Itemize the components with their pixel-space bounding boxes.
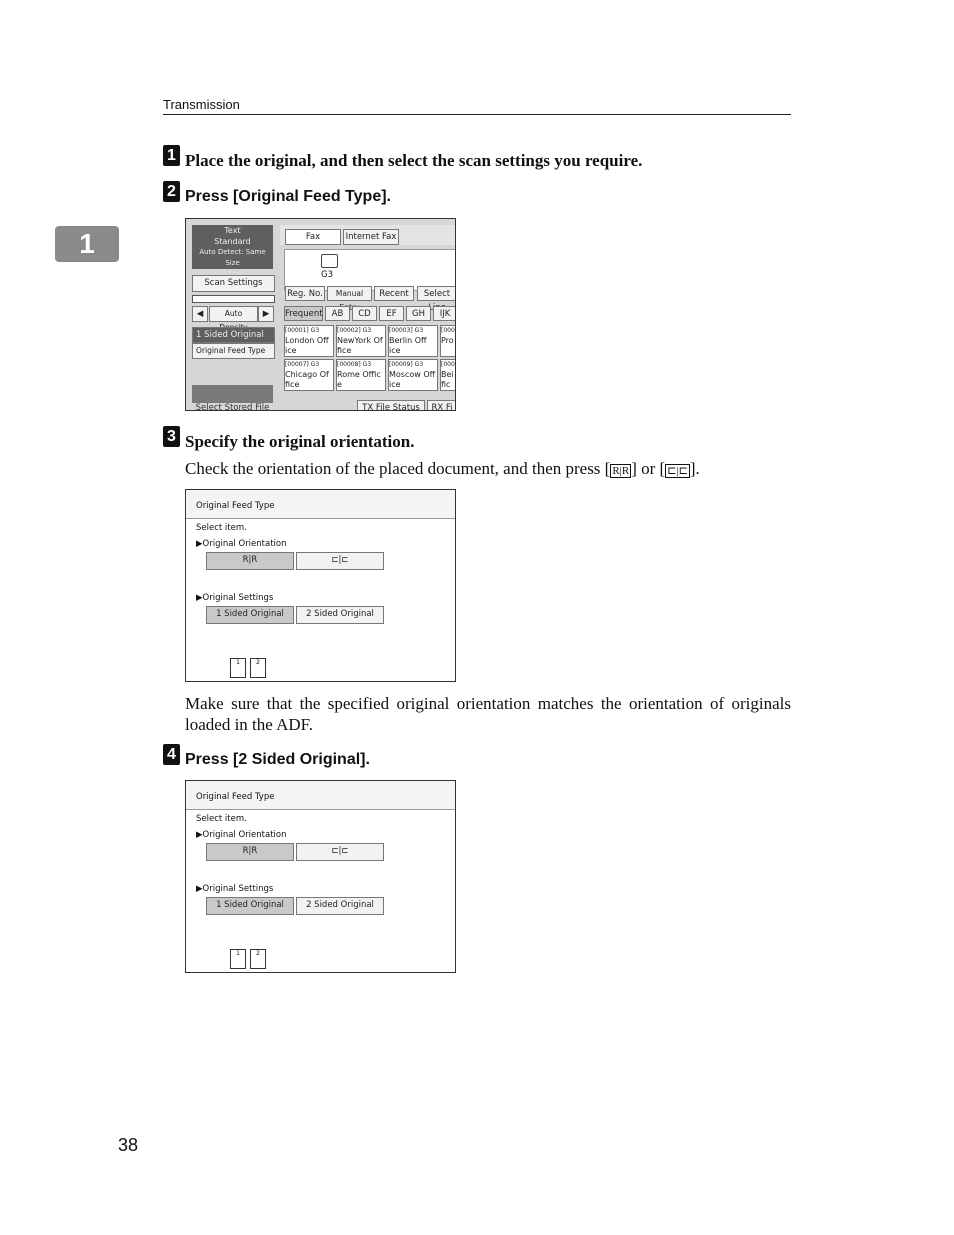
destination-key[interactable] — [388, 359, 438, 391]
original-feed-type-button[interactable]: Original Feed Type — [192, 343, 275, 359]
landscape-orientation-button[interactable] — [296, 552, 384, 570]
destination-name: Bei — [441, 370, 454, 379]
summary-size: Auto Detect: Same Size — [199, 248, 266, 267]
destination-key[interactable] — [388, 325, 438, 357]
destination-name: fice — [285, 380, 300, 389]
destination-code: [00001] G3 — [285, 327, 320, 334]
destination-name: Berlin Off — [389, 336, 427, 345]
destination-code: [00002] G3 — [337, 327, 372, 334]
portrait-orientation-button[interactable] — [206, 552, 294, 570]
portrait-orientation-icon: R|R — [242, 555, 258, 565]
screen-title: Original Feed Type — [196, 792, 275, 802]
index-tab-cd[interactable]: CD — [352, 306, 377, 321]
destination-code: [00008] G3 — [337, 361, 372, 368]
orientation-label: ▶Original Orientation — [196, 539, 287, 549]
settings-label: ▶Original Settings — [196, 593, 274, 603]
index-tab-ef[interactable]: EF — [379, 306, 404, 321]
page-preview-icon: 2 — [250, 658, 266, 678]
destination-code: [00003] G3 — [389, 327, 424, 334]
two-sided-original-button[interactable]: 2 Sided Original — [296, 606, 384, 624]
destination-name: Pro — [441, 336, 454, 345]
destination-key[interactable] — [284, 325, 334, 357]
index-tab-ijk[interactable]: IJK — [433, 306, 456, 321]
page-preview-icon: 1 — [230, 949, 246, 969]
destination-key[interactable] — [440, 359, 456, 391]
manual-entry-button[interactable]: Manual — [327, 286, 372, 301]
tab-internet-fax[interactable]: Internet Fax — [343, 229, 399, 245]
destination-name: ice — [389, 380, 401, 389]
step-text: Place the original, and then select the scan settings you require. — [185, 151, 643, 170]
fax-machine-icon — [321, 254, 338, 268]
index-tab-gh[interactable]: GH — [406, 306, 431, 321]
destination-code: [000 — [441, 327, 455, 334]
landscape-orientation-icon: ⊏|⊏ — [667, 465, 688, 477]
step-text: Press [Original Feed Type]. — [185, 188, 391, 205]
tab-fax[interactable]: Fax — [285, 229, 341, 245]
landscape-orientation-icon: ⊏|⊏ — [331, 846, 349, 856]
orientation-label: ▶Original Orientation — [196, 830, 287, 840]
left-panel-footer — [192, 385, 273, 403]
destination-name: London Off — [285, 336, 329, 345]
reg-no-button[interactable]: Reg. No. — [285, 286, 325, 301]
destination-name: NewYork Of — [337, 336, 383, 345]
screen-titlebar — [186, 490, 455, 519]
landscape-orientation-button[interactable] — [296, 843, 384, 861]
page-number: 38 — [118, 1135, 139, 1155]
step-number: 3 — [163, 426, 180, 447]
two-sided-original-button[interactable]: 2 Sided Original — [296, 897, 384, 915]
header-divider — [163, 114, 791, 115]
destination-code: [00009] G3 — [389, 361, 424, 368]
screen-title: Original Feed Type — [196, 501, 275, 511]
destination-code: [00007] G3 — [285, 361, 320, 368]
destination-field — [284, 249, 456, 291]
page-preview-icon: 1 — [230, 658, 246, 678]
select-stored-file-button[interactable]: Select Stored File — [195, 403, 270, 411]
fax-screen — [185, 218, 456, 411]
portrait-orientation-icon: R|R — [612, 465, 630, 477]
feed-type-screen — [185, 489, 456, 682]
destination-key[interactable] — [336, 359, 386, 391]
destination-key[interactable] — [440, 325, 456, 357]
feed-type-screen — [185, 780, 456, 973]
select-line-button[interactable]: Select — [417, 286, 456, 301]
scan-settings-button[interactable]: Scan Settings — [192, 275, 275, 292]
screen-titlebar — [186, 781, 455, 810]
destination-key[interactable] — [284, 359, 334, 391]
summary-type: Text — [224, 226, 241, 235]
scan-summary — [192, 225, 273, 269]
rx-file-status-button[interactable]: RX Fi — [427, 400, 456, 411]
one-sided-original-button[interactable]: 1 Sided Original — [206, 606, 294, 624]
density-left-arrow-icon[interactable]: ◀ — [192, 306, 208, 322]
auto-density-button[interactable]: Auto — [209, 306, 258, 322]
step-instruction — [185, 458, 700, 482]
select-prompt: Select item. — [196, 523, 247, 533]
destination-name: ice — [285, 346, 297, 355]
destination-name: fic — [441, 380, 451, 389]
index-tab-ab[interactable]: AB — [325, 306, 350, 321]
running-header: Transmission — [163, 97, 240, 112]
index-tab-frequent[interactable]: Frequent — [284, 306, 323, 321]
destination-name: ice — [389, 346, 401, 355]
chapter-tab: 1 — [55, 226, 119, 262]
landscape-orientation-icon: ⊏|⊏ — [331, 555, 349, 565]
destination-name: Moscow Off — [389, 370, 436, 379]
select-prompt: Select item. — [196, 814, 247, 824]
destination-name: e — [337, 380, 342, 389]
sided-original-button[interactable]: 1 Sided Original — [192, 327, 275, 343]
summary-resolution: Standard — [214, 237, 251, 246]
step-number: 1 — [163, 145, 180, 166]
one-sided-original-button[interactable]: 1 Sided Original — [206, 897, 294, 915]
step-text: Press [2 Sided Original]. — [185, 751, 370, 768]
destination-code: [000 — [441, 361, 455, 368]
tx-file-status-button[interactable]: TX File Status — [357, 400, 425, 411]
step-number: 2 — [163, 181, 180, 202]
destination-name: Chicago Of — [285, 370, 329, 379]
line-label: G3 — [321, 270, 333, 280]
page-preview-icon: 2 — [250, 949, 266, 969]
destination-key[interactable] — [336, 325, 386, 357]
step-number: 4 — [163, 744, 180, 765]
density-right-arrow-icon[interactable]: ▶ — [258, 306, 274, 322]
density-slider[interactable] — [192, 295, 275, 303]
portrait-orientation-button[interactable] — [206, 843, 294, 861]
destination-name: Rome Offic — [337, 370, 381, 379]
step-text: Specify the original orientation. — [185, 432, 415, 451]
recent-button[interactable]: Recent — [374, 286, 414, 301]
orientation-note: Make sure that the specified original orientation matches the orientation of originals loaded in the ADF. — [185, 694, 791, 734]
portrait-orientation-icon: R|R — [242, 846, 258, 856]
instruction-text: Check the orientation of the placed document, and then press [ — [185, 459, 611, 478]
settings-label: ▶Original Settings — [196, 884, 274, 894]
instruction-text: ] or [ — [631, 459, 666, 478]
instruction-text: ]. — [689, 459, 700, 478]
destination-name: fice — [337, 346, 352, 355]
